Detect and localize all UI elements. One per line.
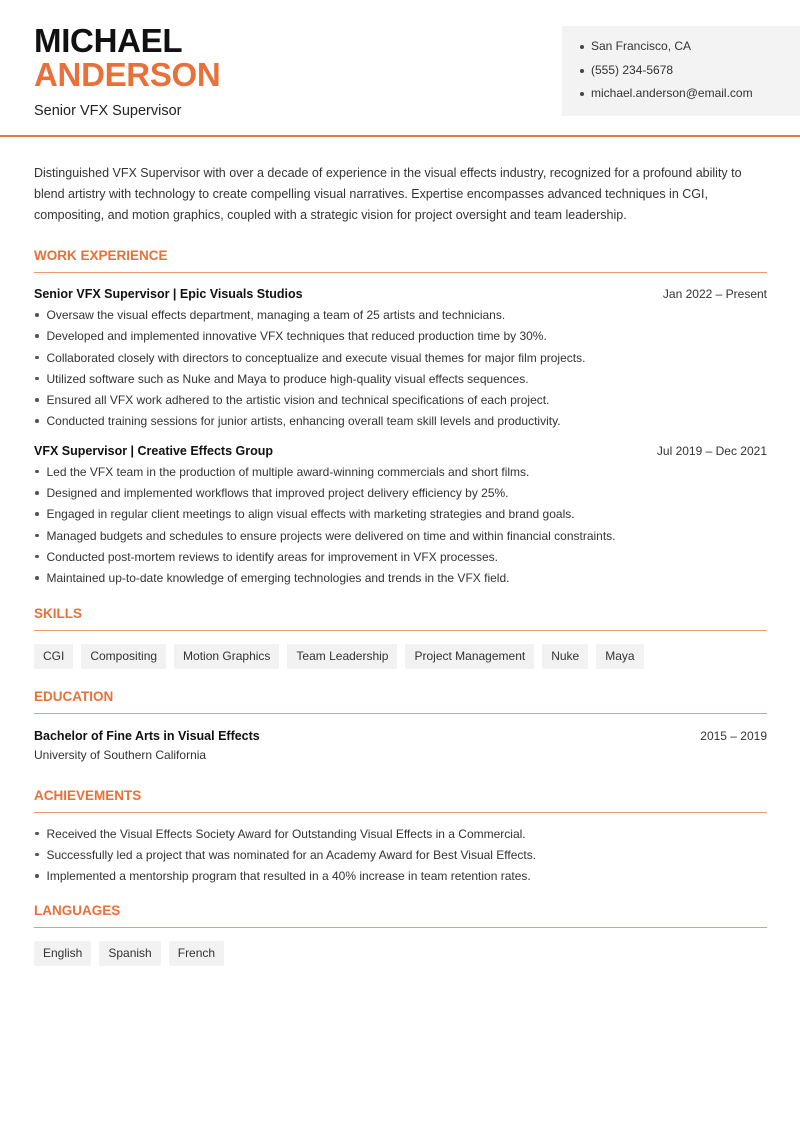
bullet-text: Managed budgets and schedules to ensure projects were delivered on time and within financial constraints. (46, 528, 616, 543)
bullet-icon (35, 313, 39, 317)
bullet-icon (35, 874, 39, 878)
bullet-text: Received the Visual Effects Society Award for Outstanding Visual Effects in a Commercial. (46, 826, 526, 841)
job-bullets (34, 307, 767, 435)
languages-tags (34, 941, 767, 966)
job-header (34, 444, 767, 458)
skill-tag: Motion Graphics (174, 644, 279, 669)
resume-content (34, 163, 767, 966)
bullet-text: Engaged in regular client meetings to align visual effects with marketing strategies and brand goals. (46, 507, 575, 522)
location-text: San Francisco, CA (591, 39, 692, 53)
section-title-skills: SKILLS (34, 606, 767, 631)
contact-location (580, 39, 800, 63)
list-item (34, 464, 767, 485)
edu-school: University of Southern California (34, 747, 207, 762)
last-name: ANDERSON (34, 56, 221, 93)
skill-tag: Compositing (81, 644, 166, 669)
bullet-text: Led the VFX team in the production of multiple award-winning commercials and short films. (46, 464, 530, 479)
skill-tag: Project Management (405, 644, 534, 669)
list-item (34, 392, 767, 413)
bullet-icon (35, 534, 39, 538)
bullet-text: Implemented a mentorship program that resulted in a 40% increase in team retention rates. (46, 869, 531, 884)
skill-tag: Maya (596, 644, 643, 669)
bullet-icon (35, 853, 39, 857)
language-tag: Spanish (99, 941, 160, 966)
edu-degree: Bachelor of Fine Arts in Visual Effects (34, 728, 260, 743)
bullet-icon (35, 491, 39, 495)
email-text: michael.anderson@email.com (591, 86, 753, 100)
section-title-work: WORK EXPERIENCE (34, 248, 767, 273)
bullet-icon (580, 45, 584, 49)
bullet-icon (35, 555, 39, 559)
skills-tags (34, 644, 767, 669)
bullet-text: Maintained up-to-date knowledge of emerging technologies and trends in the VFX field. (46, 571, 510, 586)
bullet-icon (35, 470, 39, 474)
list-item (34, 371, 767, 392)
job-role: Senior VFX Supervisor | Epic Visuals Studios (34, 287, 303, 301)
contact-email (580, 86, 800, 110)
list-item (34, 528, 767, 549)
bullet-icon (35, 512, 39, 516)
education-header (34, 729, 767, 743)
bullet-text: Successfully led a project that was nominated for an Academy Award for Best Visual Effects. (46, 847, 537, 862)
bullet-icon (35, 334, 39, 338)
job-role: VFX Supervisor | Creative Effects Group (34, 443, 273, 458)
list-item (34, 826, 767, 847)
bullet-text: Ensured all VFX work adhered to the artistic vision and technical specifications of each project. (46, 393, 550, 408)
bullet-icon (35, 377, 39, 381)
job-dates: Jul 2019 – Dec 2021 (656, 443, 767, 458)
bullet-icon (35, 832, 39, 836)
bullet-icon (35, 398, 39, 402)
skill-tag: Nuke (542, 644, 588, 669)
bullet-icon (35, 419, 39, 423)
bullet-icon (580, 69, 584, 73)
bullet-text: Developed and implemented innovative VFX techniques that reduced production time by 30%. (46, 329, 547, 344)
list-item (34, 350, 767, 371)
list-item (34, 413, 767, 434)
list-item (34, 328, 767, 349)
bullet-text: Collaborated closely with directors to conceptualize and execute visual themes for major film projects. (46, 350, 586, 365)
skill-tag: CGI (34, 644, 73, 669)
job-entry (34, 444, 767, 592)
job-dates: Jan 2022 – Present (662, 287, 767, 301)
first-name: MICHAEL (34, 22, 183, 59)
contact-phone (580, 63, 800, 87)
section-title-achievements: ACHIEVEMENTS (34, 788, 767, 813)
bullet-icon (35, 356, 39, 360)
skill-tag: Team Leadership (287, 644, 397, 669)
job-entry (34, 287, 767, 435)
section-title-education: EDUCATION (34, 689, 767, 714)
edu-dates: 2015 – 2019 (700, 728, 767, 743)
list-item (34, 570, 767, 591)
list-item (34, 307, 767, 328)
contact-box (562, 26, 800, 116)
bullet-text: Conducted post-mortem reviews to identify areas for improvement in VFX processes. (46, 549, 499, 564)
list-item (34, 549, 767, 570)
list-item (34, 485, 767, 506)
job-header (34, 287, 767, 301)
section-title-languages: LANGUAGES (34, 903, 767, 928)
job-title: Senior VFX Supervisor (34, 103, 182, 119)
bullet-icon (580, 92, 584, 96)
summary: Distinguished VFX Supervisor with over a decade of experience in the visual effects industry, recognized for a profound ability to blend artistry with technology to create compelling visual narratives. Expertise encompasses advanced techniques in CGI, compositing, and motion graphics, coupled with a strategic vision for project oversight and team leadership. (34, 166, 742, 222)
bullet-text: Utilized software such as Nuke and Maya to produce high-quality visual effects sequences. (46, 371, 529, 386)
language-tag: English (34, 941, 91, 966)
name-block (34, 24, 220, 119)
list-item (34, 506, 767, 527)
resume-header (0, 0, 800, 137)
achievements-list (34, 826, 767, 890)
bullet-text: Designed and implemented workflows that improved project delivery efficiency by 25%. (46, 486, 509, 501)
job-bullets (34, 464, 767, 592)
bullet-icon (35, 576, 39, 580)
list-item (34, 868, 767, 889)
bullet-text: Conducted training sessions for junior artists, enhancing overall team skill levels and productivity. (46, 414, 561, 429)
list-item (34, 847, 767, 868)
bullet-text: Oversaw the visual effects department, managing a team of 25 artists and technicians. (46, 308, 506, 322)
language-tag: French (169, 941, 224, 966)
phone-text: (555) 234-5678 (591, 62, 674, 77)
